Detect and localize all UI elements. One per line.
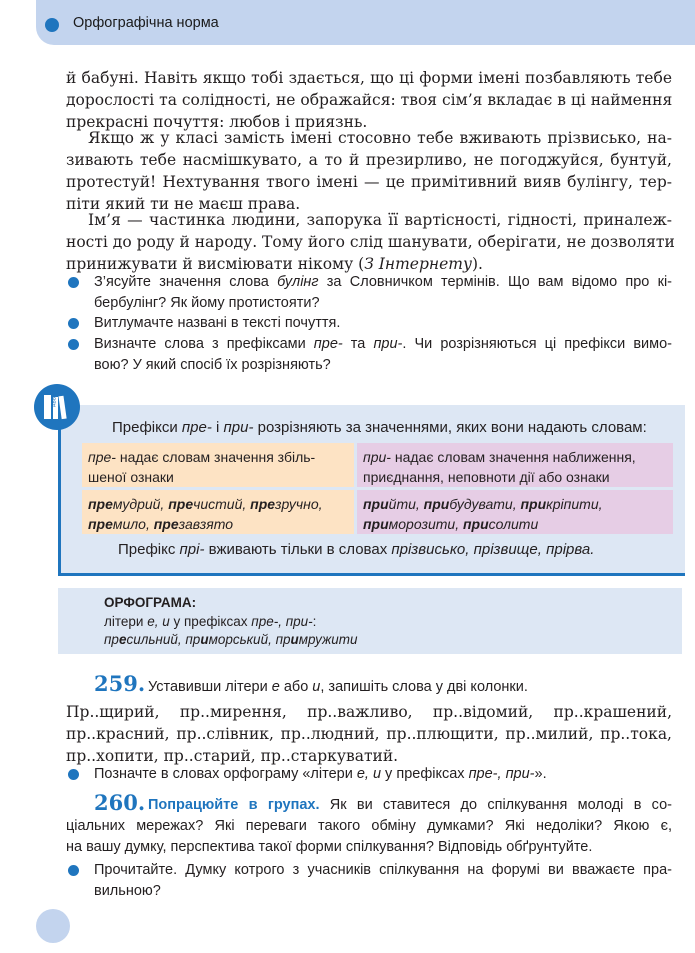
paragraph-2: Якщо ж у класі замість імені стосовно тебе вживають прізвисько, на- зивають тебе насмішкувато, а то й презирливо, не погоджуйся, бунтуй, протестуй! Нехтування твого імені — це примітивний вияв булінгу, тер- піти який ти не маєш права.: [66, 129, 672, 213]
exercise-259-words: Пр..щирий, пр..мирення, пр..важливо, пр..відомий, пр..крашений, пр..красний, пр..слівник, пр..людний, пр..плющити, пр..милий, пр..тока, пр..хопити, пр..старий, пр..старкуватий.: [66, 703, 672, 765]
rule-cell-pre-meaning: пре- надає словам значення збіль- шеної ознаки: [82, 443, 354, 487]
page-header: [36, 0, 695, 45]
bullet-icon: [68, 318, 79, 329]
rule-cell-pry-meaning: при- надає словам значення наближення, приєднання, неповноти дії або ознаки: [357, 443, 673, 487]
rule-cell-pre-examples: премудрий, пречистий, презручно, премило, презавзято: [82, 490, 354, 534]
exercise-260-task: Попрацюйте в групах. Як ви ставитеся до спілкування молоді в со- ціальних мережах? Які переваги такого обміну думками? Які недоліки? Якою є, на вашу думку, перспектива такої форми спілкування? Відповідь обґрунтуйте.: [66, 797, 672, 855]
paragraph-1: й бабуні. Навіть якщо тобі здається, що ці форми імені позбавляють тебе дорослості та солідності, не ображайся: твоя сім’я вкладає в ці наймення прекрасні почуття: любов і приязнь.: [66, 69, 673, 131]
bullet-icon: [68, 277, 79, 288]
header-bullet-icon: [45, 18, 59, 32]
header-title: Орфографічна норма: [73, 15, 219, 31]
page-corner-decoration: [36, 909, 70, 943]
books-icon: [34, 384, 80, 430]
exercise-259-task: Уставивши літери е або и, запишіть слова у дві колонки.: [148, 679, 528, 695]
rule-heading: Префікси пре- і при- розрізняють за значеннями, яких вони надають словам:: [112, 419, 647, 436]
rule-footnote: Префікс прі- вживають тільки в словах прізвисько, прізвище, прірва.: [118, 541, 595, 558]
bullet-icon: [68, 865, 79, 876]
paragraph-3: Ім’я — частинка людини, запорука її вартісності, гідності, приналеж- ності до роду й народу. Тому його слід шанувати, оберігати, не дозволяти принижувати й висміювати нікому (З Інтернету).: [66, 211, 675, 273]
bullet-icon: [68, 339, 79, 350]
orfograma-description: літери е, и у префіксах пре-, при-:: [104, 614, 317, 629]
rule-cell-pry-examples: прийти, прибудувати, прикріпити, приморозити, присолити: [357, 490, 673, 534]
orfograma-box: [58, 588, 682, 654]
bullet-icon: [68, 769, 79, 780]
orfograma-title: ОРФОГРАМА:: [104, 595, 197, 610]
source-citation: З Інтернету: [364, 255, 472, 273]
exercise-260-number: 260.: [94, 790, 146, 815]
exercise-259-number: 259.: [94, 671, 146, 696]
svg-text:АБВ: АБВ: [51, 396, 58, 407]
orfograma-examples: пресильний, приморський, примружити: [104, 632, 358, 647]
